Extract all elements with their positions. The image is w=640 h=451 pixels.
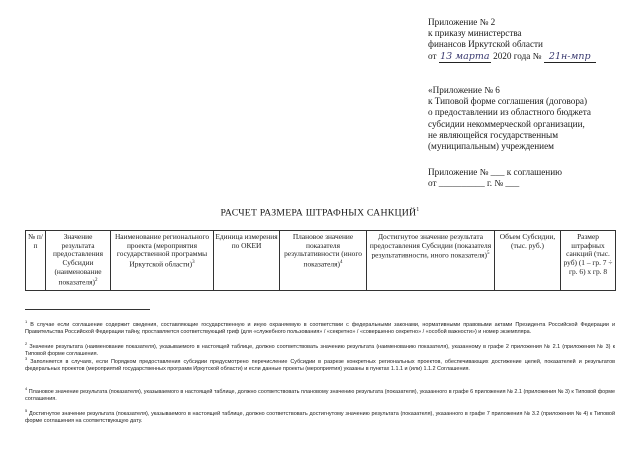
header-cell-planned-value: Плановое значение показателя результативности (иного показателя)$^4$ (280, 231, 367, 291)
order-header (428, 17, 596, 63)
appendix-header (428, 85, 591, 152)
agreement-header (428, 167, 562, 189)
document-title (0, 207, 640, 218)
order-year: 2020 года № (493, 50, 542, 61)
header-cell-subsidy-volume: Объем Субсидии, (тыс. руб.) (495, 231, 561, 291)
footnote-1: $^1$ В случае если соглашение содержит сведения, составляющие государственную и иную охраняемую в соответствии с федеральными законами, нормативными правовыми актами Президента Российской Федерации и Правительства Российской Федерации тайну, проставляется соответствующий гриф (для «служебного пользования» / «секретно» / «совершенно секретно» / «особой важности») и номер экземпляра. (25, 319, 615, 335)
order-line: Приложение № 2 (428, 17, 496, 27)
header-cell-result-value: Значение результата предоставления Субсидии (наименование показателя)$^2$ (46, 231, 111, 291)
order-line: к приказу министерства (428, 28, 522, 39)
handwritten-number: 21н-мпр (544, 51, 596, 63)
order-from-prefix: от (428, 50, 437, 61)
appendix-line: не являющейся государственным (428, 129, 559, 140)
agreement-line: Приложение № ___ к соглашению (428, 167, 562, 177)
header-cell-achieved-value: Достигнутое значение результата предоставления Субсидии (показателя результативности, иного показателя)$^5$ (367, 231, 495, 291)
penalty-table (25, 230, 616, 291)
footnote-separator (25, 309, 150, 310)
handwritten-date: 13 марта (440, 50, 490, 62)
footnote-2: $^2$ Значение результата (наименование показателя), указываемого в настоящей таблице, должно соответствовать значению результата (наименованию показателя), указанному в графе 2 приложения № 2.1 (приложения № 3) к Типовой форме соглашения. (25, 341, 615, 357)
appendix-line: субсидии некоммерческой организации, (428, 118, 585, 129)
header-cell-project-name: Наименование регионального проекта (мероприятия государственной программы Иркутской области)$^3$ (111, 231, 214, 291)
order-date-line (428, 51, 596, 63)
appendix-line: «Приложение № 6 (428, 85, 500, 95)
footnote-4: $^4$ Плановое значение результата (показателя), указываемого в настоящей таблице, должно соответствовать плановому значению результата (показателя), указанного в графе 6 приложения № 2.1 (приложения № 3) к Типовой форме соглашения. (25, 386, 615, 402)
order-line: финансов Иркутской области (428, 39, 543, 50)
footnote-3: $^3$ Заполняется в случаях, если Порядком предоставления субсидии предусмотрено перечисление Субсидии в разрезе конкретных региональных проектов, обеспечивающих достижение целей, показателей и результатов федеральных проектов (мероприятий государственных программ Иркутской области) и если данные проекты (мероприятия) указаны в пунктах 1.1.1 и (или) 1.1.2 Соглашения. (25, 356, 616, 372)
title-text: РАСЧЕТ РАЗМЕРА ШТРАФНЫХ САНКЦИЙ (220, 207, 417, 219)
appendix-line: к Типовой форме соглашения (договора) (428, 96, 588, 107)
header-cell-unit: Единица измерения по ОКЕИ (214, 231, 280, 291)
appendix-line: о предоставлении из областного бюджета (428, 107, 591, 118)
footnote-5: $^5$ Достигнутое значение результата (показателя), указываемого в настоящей таблице, должно соответствовать достигнутому значению результата (показателя), указанного в графе 7 приложения № 3.2 (приложения № 4) к Типовой форме соглашения на соответствующую дату. (25, 408, 615, 424)
appendix-line: (муниципальным) учреждением (428, 141, 554, 152)
table-header-row (26, 231, 616, 291)
header-cell-number: № п/п (26, 231, 46, 291)
header-cell-penalty-amount: Размер штрафных санкций (тыс. руб) (1 – гр. 7 ÷ гр. 6) х гр. 8 (561, 231, 616, 291)
title-footnote-ref: 1 (416, 207, 420, 213)
agreement-line: от __________ г. № ___ (428, 178, 520, 189)
